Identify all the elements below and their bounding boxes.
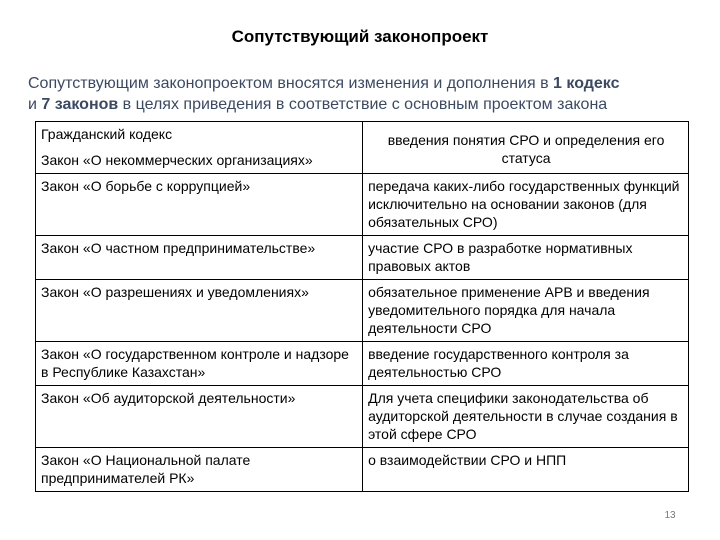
table-row <box>36 236 689 280</box>
table-row <box>36 174 689 236</box>
table-row <box>36 122 689 174</box>
change-cell: введение государственного контроля за деятельностью СРО <box>363 342 689 386</box>
law-cell: Закон «О разрешениях и уведомлениях» <box>36 280 363 342</box>
table-row <box>36 448 689 492</box>
change-cell: Для учета специфики законодательства об аудиторской деятельности в случае создания в этой сфере СРО <box>363 386 689 448</box>
change-cell: о взаимодействии СРО и НПП <box>363 448 689 492</box>
table-row <box>36 386 689 448</box>
law-cell: Закон «О борьбе с коррупцией» <box>36 174 363 236</box>
intro-part1: Сопутствующим законопроектом вносятся изменения и дополнения в <box>28 75 554 92</box>
change-cell: передача каких-либо государственных функций исключительно на основании законов (для обязательных СРО) <box>363 174 689 236</box>
intro-part3: в целях приведения в соответствие с основным проектом закона <box>118 96 608 113</box>
laws-table <box>35 121 689 492</box>
intro-part2: и <box>28 96 42 113</box>
law-cell: Закон «О частном предпринимательстве» <box>36 236 363 280</box>
law-cell: Закон «О государственном контроле и надзоре в Республике Казахстан» <box>36 342 363 386</box>
change-cell: введения понятия СРО и определения его статуса <box>363 122 689 174</box>
table-row <box>36 342 689 386</box>
law-cell <box>36 122 363 174</box>
intro-bold1: 1 кодекс <box>553 75 620 92</box>
intro-text <box>28 73 708 115</box>
slide-title: Сопутствующий законопроект <box>231 27 489 46</box>
law-cell: Закон «Об аудиторской деятельности» <box>36 386 363 448</box>
page-number: 13 <box>664 510 676 521</box>
table-row <box>36 280 689 342</box>
law-cell: Закон «О Национальной палате предпринимателей РК» <box>36 448 363 492</box>
intro-bold2: 7 законов <box>41 96 119 113</box>
law-name: Закон «О некоммерческих организациях» <box>41 152 313 168</box>
law-name: Гражданский кодекс <box>41 126 173 142</box>
change-cell: участие СРО в разработке нормативных правовых актов <box>363 236 689 280</box>
change-cell: обязательное применение АРВ и введения уведомительного порядка для начала деятельности СРО <box>363 280 689 342</box>
